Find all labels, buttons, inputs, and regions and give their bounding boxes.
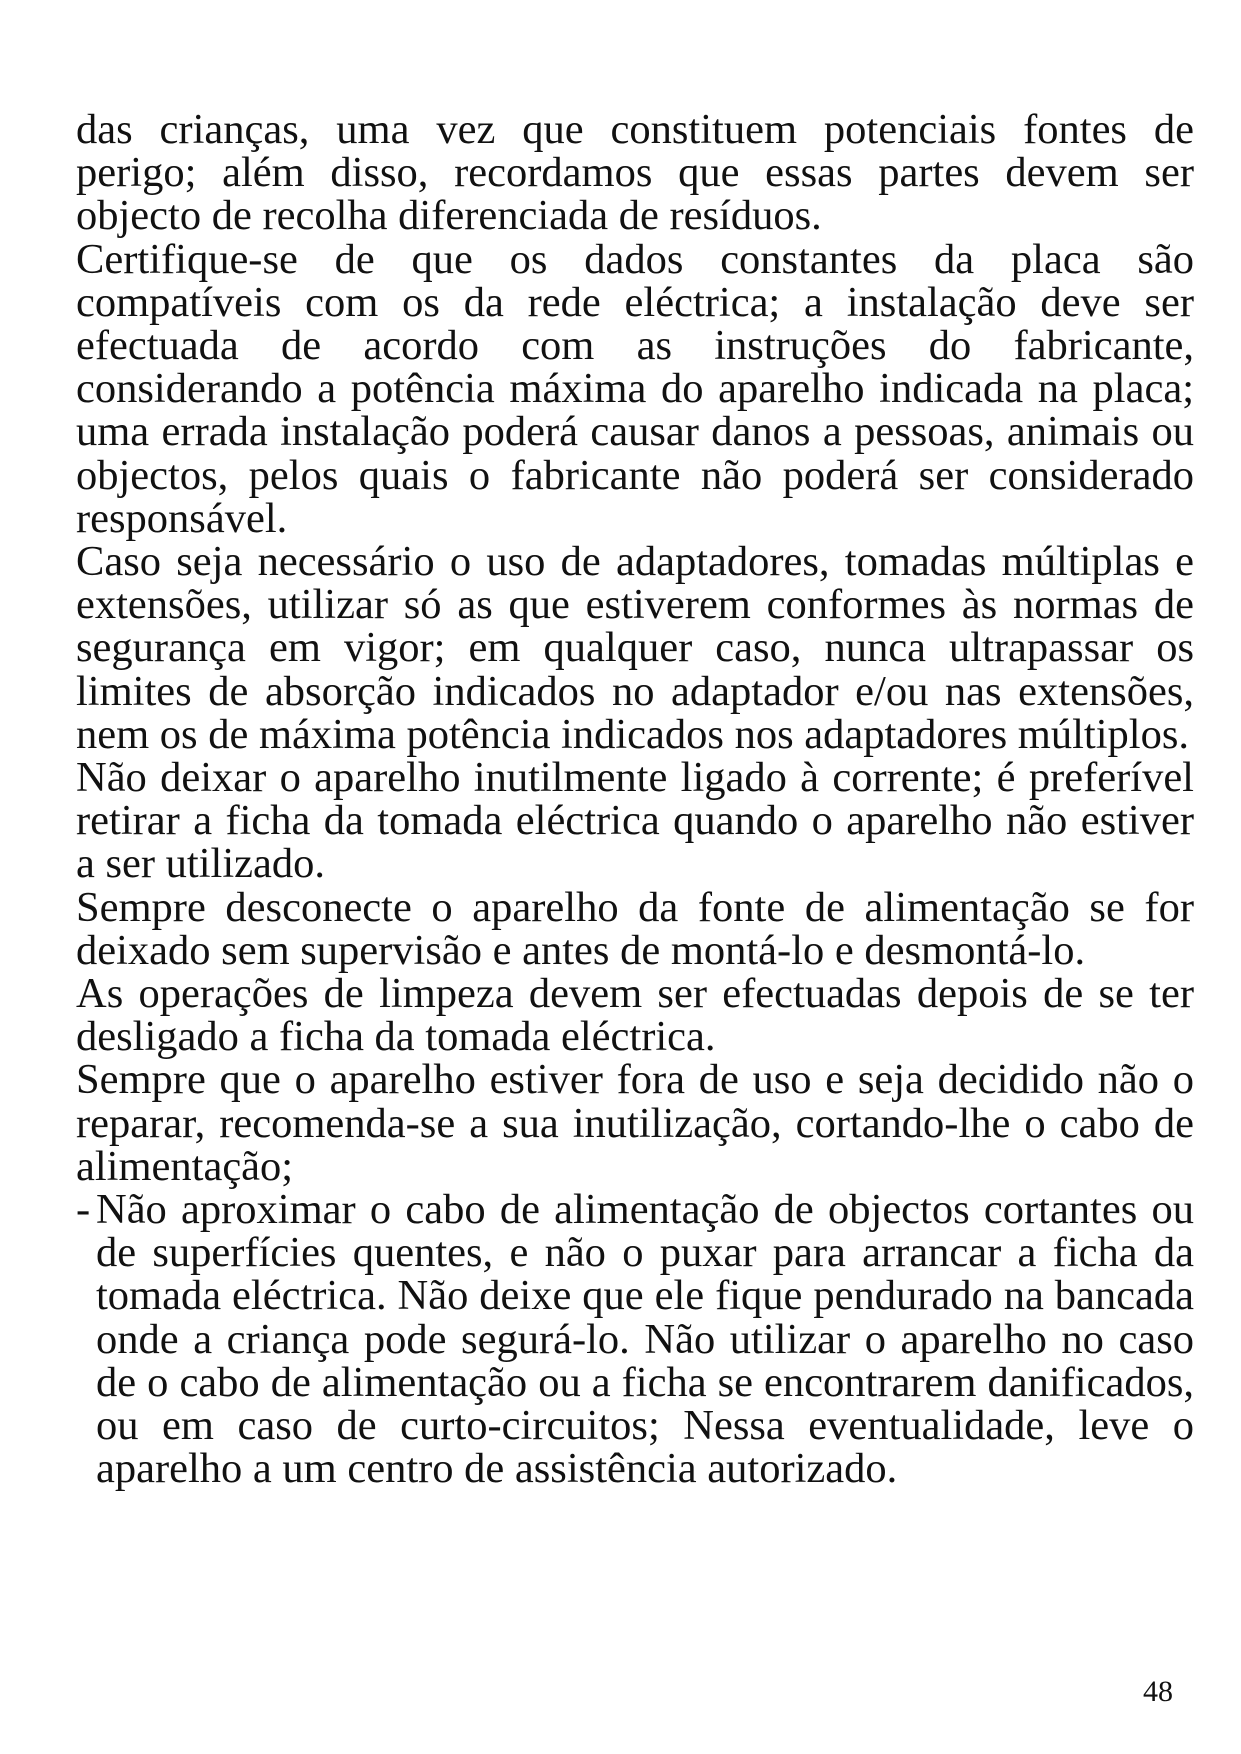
bullet-text: Não aproximar o cabo de alimentação de objectos cortantes ou de superfícies quentes, e não o puxar para arrancar a ficha da tomada eléctrica. Não deixe que ele fique pendurado na bancada onde a criança pode segurá-lo. Não utilizar o aparelho no caso de o cabo de alimentação ou a ficha se encontrarem danificados, ou em caso de curto-circuitos; Nessa eventualidade, leve o aparelho a um centro de assistência autorizado. — [96, 1186, 1194, 1493]
manual-page-body — [76, 108, 1194, 1491]
bullet-marker: - — [76, 1186, 91, 1234]
page-number: 48 — [1143, 1675, 1173, 1708]
paragraph-cleaning: As operações de limpeza devem ser efectuadas depois de se ter desligado a ficha da tomada eléctrica. — [76, 970, 1194, 1061]
paragraph-disconnect-unsupervised: Sempre desconecte o aparelho da fonte de alimentação se for deixado sem supervisão e antes de montá-lo e desmontá-lo. — [76, 883, 1194, 974]
bullet-item-power-cable — [76, 1186, 1194, 1493]
paragraph-children-safety: das crianças, uma vez que constituem potenciais fontes de perigo; além disso, recordamos que essas partes devem ser objecto de recolha diferenciada de resíduos. — [76, 106, 1194, 240]
paragraph-unplug-when-idle: Não deixar o aparelho inutilmente ligado à corrente; é preferível retirar a ficha da tomada eléctrica quando o aparelho não estiver a ser utilizado. — [76, 754, 1194, 888]
paragraph-adapters: Caso seja necessário o uso de adaptadores, tomadas múltiplas e extensões, utilizar só as que estiverem conformes às normas de segurança em vigor; em qualquer caso, nunca ultrapassar os limites de absorção indicados no adaptador e/ou nas extensões, nem os de máxima potência indicados nos adaptadores múltiplos. — [76, 538, 1194, 758]
paragraph-disposal: Sempre que o aparelho estiver fora de uso e seja decidido não o reparar, recomenda-se a sua inutilização, cortando-lhe o cabo de alimentação; — [76, 1056, 1194, 1190]
paragraph-rating-plate: Certifique-se de que os dados constantes da placa são compatíveis com os da rede eléctrica; a instalação deve ser efectuada de acordo com as instruções do fabricante, considerando a potência máxima do aparelho indicada na placa; uma errada instalação poderá causar danos a pessoas, animais ou objectos, pelos quais o fabricante não poderá ser considerado responsável. — [76, 235, 1194, 542]
